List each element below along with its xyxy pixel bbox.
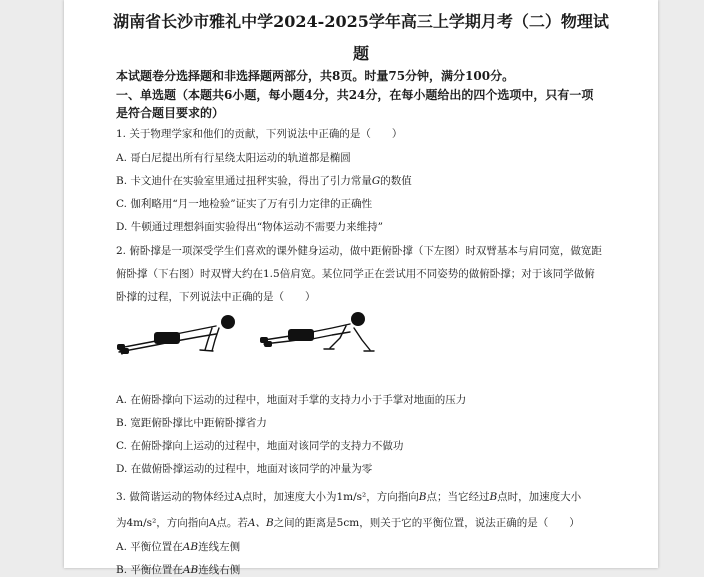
q3-text: 之间的距离是5cm，则关于它的平衡位置，说法正确的是（ ） [273, 517, 580, 529]
q1-option-a: A. 哥白尼提出所有行星绕太阳运动的轨道都是椭圆 [116, 152, 351, 164]
q2-option-d: D. 在做俯卧撑运动的过程中，地面对该同学的冲量为零 [116, 463, 373, 475]
document-page [64, 0, 658, 576]
q3-text: 点；当它经过 [426, 491, 490, 503]
pushup-medium-grip-figure [116, 310, 242, 358]
q3-option-b-text: B. 平衡位置在 [116, 564, 183, 576]
q3-point-b: B [489, 491, 498, 503]
q3-accel-a: 1m/s² [336, 491, 367, 503]
q3-option-b [116, 562, 240, 577]
q2-stem-line1: 2. 俯卧撑是一项深受学生们喜欢的课外健身运动，做中距俯卧撑（下左图）时双臂基本与肩同宽，做宽距 [116, 245, 602, 257]
q2-stem-line3: 卧撑的过程，下列说法中正确的是（ ） [116, 291, 316, 303]
q3-text: 点时，加速度大小 [497, 491, 582, 503]
q2-stem-line2: 俯卧撑（下右图）时双臂大约在1.5倍肩宽。某位同学正在尝试用不同姿势的做俯卧撑；对于该同学做俯 [116, 268, 595, 280]
q3-option-a-text-end: 连线左侧 [198, 541, 241, 553]
q3-points-ab: A、B [247, 517, 274, 529]
q1-option-b-var: G [371, 175, 381, 187]
q2-option-a: A. 在俯卧撑向下运动的过程中，地面对手掌的支持力小于手掌对地面的压力 [116, 394, 467, 406]
q1-option-b [116, 173, 412, 188]
q3-option-a-var: AB [182, 541, 199, 553]
q3-option-b-text-end: 连线右侧 [198, 564, 241, 576]
q3-stem-line1 [116, 489, 581, 504]
document-title-line1: 湖南省长沙市雅礼中学2024-2025学年高三上学期月考（二）物理试 [113, 12, 609, 31]
q3-text: ，方向指向 [366, 491, 419, 503]
q3-accel-b: 4m/s² [126, 517, 157, 529]
document-title-line2: 题 [352, 44, 369, 63]
q1-option-b-text-end: 的数值 [380, 175, 412, 187]
q3-text: 3. 做简谐运动的物体经过A点时，加速度大小为 [116, 491, 337, 503]
pushup-wide-grip-figure [260, 308, 376, 356]
q3-option-a-text: A. 平衡位置在 [116, 541, 183, 553]
q3-point-b: B [418, 491, 427, 503]
q2-option-c: C. 在俯卧撑向上运动的过程中，地面对该同学的支持力不做功 [116, 440, 404, 452]
section1-heading-line2: 是符合题目要求的） [116, 106, 225, 120]
q1-option-d: D. 牛顿通过理想斜面实验得出“物体运动不需要力来维持” [116, 221, 383, 233]
q3-option-a [116, 539, 240, 554]
q3-text: ，方向指向A点。若 [156, 517, 248, 529]
q3-text: 为 [116, 517, 127, 529]
exam-intro: 本试题卷分选择题和非选择题两部分，共8页。时量75分钟，满分100分。 [116, 69, 515, 83]
section1-heading-line1: 一、单选题（本题共6小题，每小题4分，共24分，在每小题给出的四个选项中，只有一项 [116, 88, 594, 102]
q2-option-b: B. 宽距俯卧撑比中距俯卧撑省力 [116, 417, 267, 429]
q3-stem-line2 [116, 515, 580, 530]
q3-option-b-var: AB [182, 564, 199, 576]
q1-option-b-text: B. 卡文迪什在实验室里通过扭秤实验，得出了引力常量 [116, 175, 372, 187]
q1-stem: 1. 关于物理学家和他们的贡献，下列说法中正确的是（ ） [116, 128, 403, 140]
q1-option-c: C. 伽利略用“月一地检验”证实了万有引力定律的正确性 [116, 198, 373, 210]
